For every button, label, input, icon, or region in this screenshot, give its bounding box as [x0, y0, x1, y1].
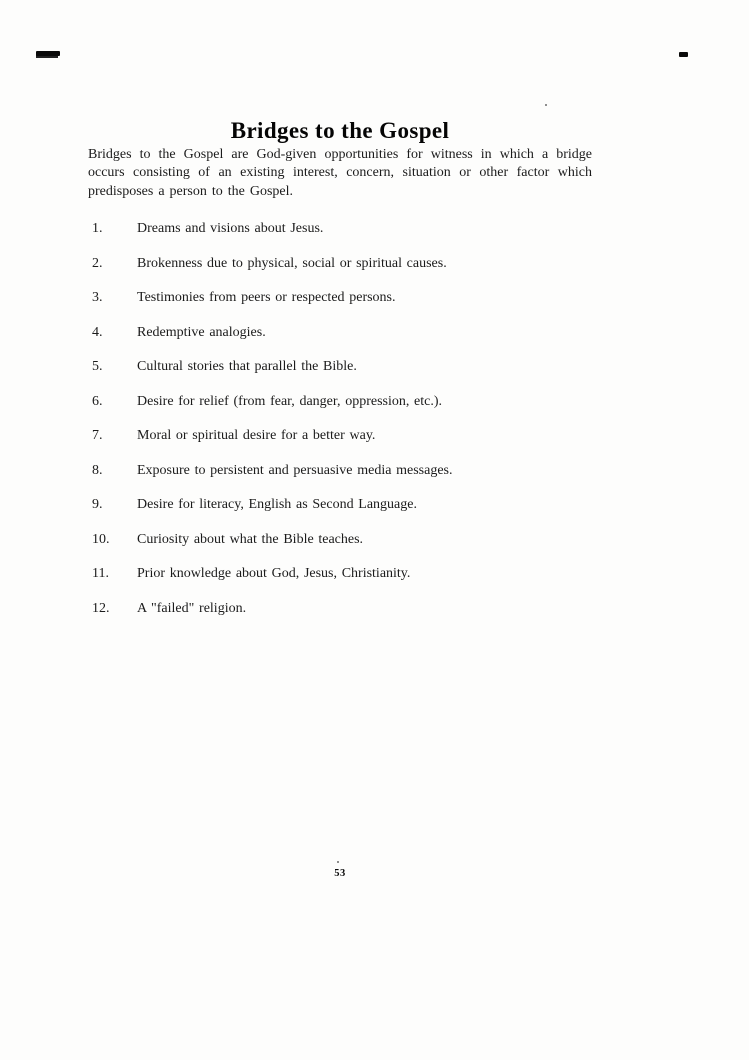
list-item-text: Moral or spiritual desire for a better way.	[137, 428, 376, 443]
list-item-number: 7.	[92, 428, 103, 443]
page-number: 53	[334, 868, 346, 879]
list-item-text: Exposure to persistent and persuasive media messages.	[137, 462, 453, 478]
intro-line: Bridges to the Gospel are God-given opportunities for witness in which a bridge	[88, 147, 592, 162]
list-item	[88, 324, 608, 342]
list-item-number: 2.	[92, 255, 103, 271]
list-item	[88, 358, 608, 376]
scan-noise-speck	[545, 104, 547, 106]
list-item	[88, 600, 608, 618]
intro-line: predisposes a person to the Gospel.	[88, 183, 294, 199]
list-item-text: Desire for literacy, English as Second Language.	[137, 497, 417, 512]
page-title: Bridges to the Gospel	[230, 118, 450, 144]
list-item-text: Curiosity about what the Bible teaches.	[137, 531, 364, 547]
list-item-number: 9.	[92, 497, 103, 512]
list-item	[88, 565, 608, 583]
list-item-text: A "failed" religion.	[137, 600, 247, 616]
list-item-number: 3.	[92, 290, 103, 305]
list-item-text: Redemptive analogies.	[137, 324, 266, 340]
list-item-text: Testimonies from peers or respected persons.	[137, 290, 396, 305]
list-item-number: 11.	[92, 566, 109, 581]
list-item	[88, 496, 608, 514]
list-item	[88, 462, 608, 480]
list-item	[88, 427, 608, 445]
scan-registration-mark-right	[679, 52, 688, 57]
list-item-text: Cultural stories that parallel the Bible.	[137, 359, 357, 374]
intro-line: occurs consisting of an existing interest, concern, situation or other factor which	[88, 165, 592, 181]
list-item-text: Desire for relief (from fear, danger, oppression, etc.).	[137, 393, 443, 409]
list-item	[88, 531, 608, 549]
scan-registration-mark-left	[36, 51, 60, 56]
scan-noise-speck	[337, 861, 339, 863]
list-item-text: Dreams and visions about Jesus.	[137, 221, 324, 236]
numbered-list	[88, 220, 608, 634]
list-item-number: 6.	[92, 393, 103, 409]
intro-paragraph	[88, 146, 592, 201]
list-item-number: 10.	[92, 531, 110, 547]
list-item-number: 4.	[92, 324, 103, 340]
list-item-number: 8.	[92, 462, 103, 478]
list-item-number: 5.	[92, 359, 103, 374]
list-item-number: 1.	[92, 221, 103, 236]
list-item	[88, 289, 608, 307]
list-item	[88, 393, 608, 411]
list-item	[88, 220, 608, 238]
list-item	[88, 255, 608, 273]
list-item-number: 12.	[92, 600, 110, 616]
list-item-text: Prior knowledge about God, Jesus, Christianity.	[137, 566, 411, 581]
list-item-text: Brokenness due to physical, social or spiritual causes.	[137, 255, 447, 271]
